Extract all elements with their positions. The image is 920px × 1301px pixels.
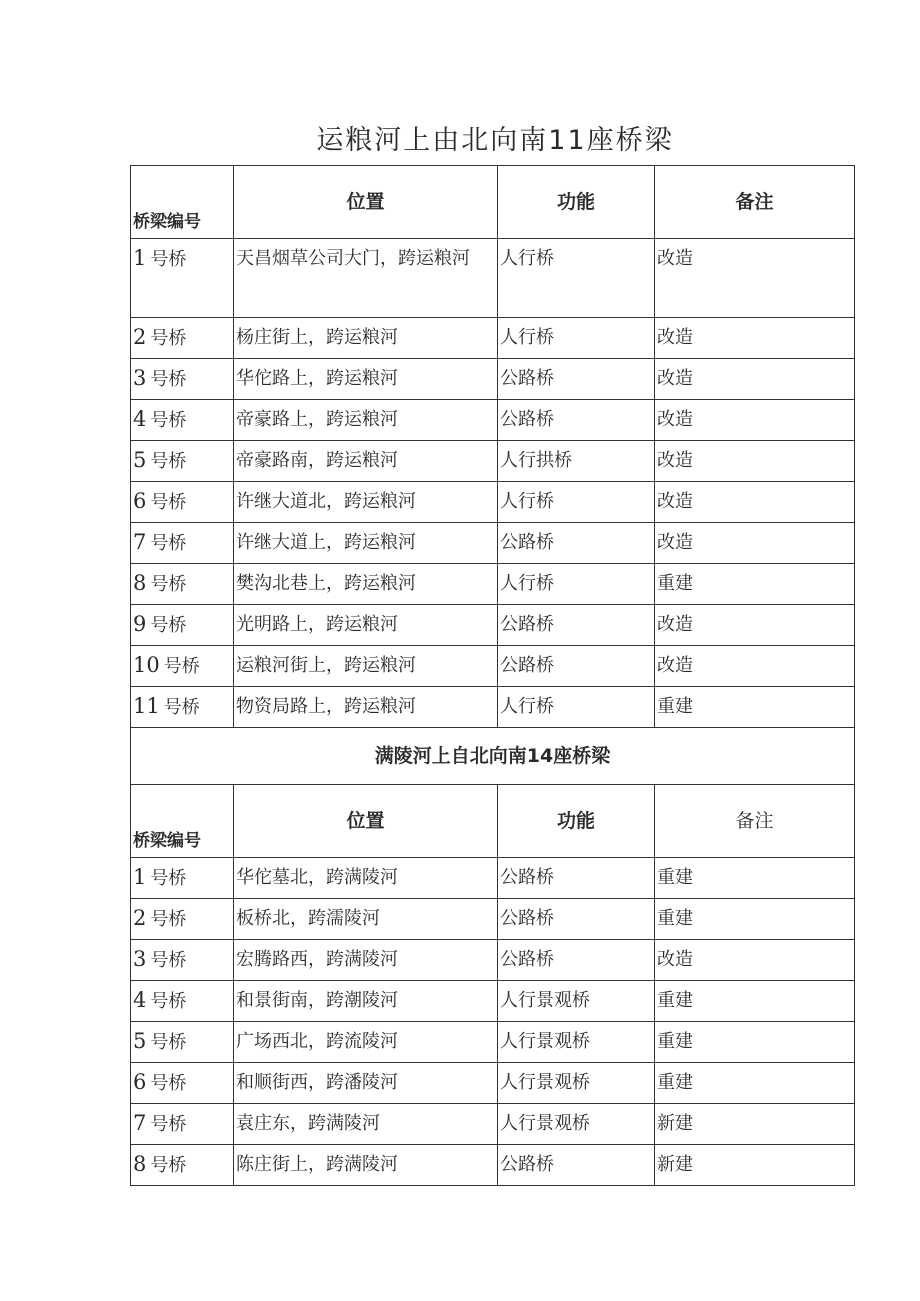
bridge-unit: 号桥: [150, 574, 187, 595]
note-cell: 重建: [655, 687, 855, 728]
bridge-id-cell: [131, 858, 234, 899]
table-header-row: [131, 166, 855, 239]
header-location: 位置: [234, 166, 498, 239]
function-cell: 公路桥: [498, 605, 655, 646]
function-cell: 人行桥: [498, 687, 655, 728]
function-cell: 人行桥: [498, 564, 655, 605]
bridge-unit: 号桥: [150, 991, 187, 1012]
note-cell: 改造: [655, 940, 855, 981]
header-note: 备注: [655, 785, 855, 858]
bridge-unit: 号桥: [163, 697, 200, 718]
bridge-number: 6: [133, 1070, 147, 1094]
bridge-unit: 号桥: [150, 533, 187, 554]
note-cell: 新建: [655, 1104, 855, 1145]
note-cell: 重建: [655, 564, 855, 605]
location-cell: 物资局路上，跨运粮河: [234, 687, 498, 728]
table-row: [131, 239, 855, 318]
header-bridge-id: 桥梁编号: [131, 166, 234, 239]
table-row: [131, 1022, 855, 1063]
location-cell: 板桥北，跨濡陵河: [234, 899, 498, 940]
function-cell: 人行景观桥: [498, 1022, 655, 1063]
note-cell: 改造: [655, 605, 855, 646]
bridge-number: 3: [133, 366, 147, 390]
bridge-number: 3: [133, 947, 147, 971]
note-cell: 改造: [655, 646, 855, 687]
function-cell: 公路桥: [498, 940, 655, 981]
bridge-unit: 号桥: [150, 1114, 187, 1135]
note-cell: 改造: [655, 482, 855, 523]
header-bridge-id: 桥梁编号: [131, 785, 234, 858]
function-cell: 人行拱桥: [498, 441, 655, 482]
table-row: [131, 899, 855, 940]
bridge-unit: 号桥: [163, 656, 200, 677]
table-row: [131, 940, 855, 981]
table-row: [131, 441, 855, 482]
function-cell: 公路桥: [498, 899, 655, 940]
note-cell: 改造: [655, 523, 855, 564]
function-cell: 人行景观桥: [498, 1104, 655, 1145]
function-cell: 公路桥: [498, 523, 655, 564]
location-cell: 陈庄街上，跨满陵河: [234, 1145, 498, 1186]
note-cell: 改造: [655, 441, 855, 482]
bridge-number: 8: [133, 1152, 147, 1176]
header-note: 备注: [655, 166, 855, 239]
bridge-number: 2: [133, 325, 147, 349]
location-cell: 帝豪路上，跨运粮河: [234, 400, 498, 441]
function-cell: 公路桥: [498, 858, 655, 899]
note-cell: 改造: [655, 400, 855, 441]
section-heading-row: [131, 728, 855, 785]
location-cell: 许继大道北，跨运粮河: [234, 482, 498, 523]
bridge-id-cell: [131, 940, 234, 981]
bridge-id-cell: [131, 441, 234, 482]
function-cell: 公路桥: [498, 400, 655, 441]
table-row: [131, 1104, 855, 1145]
bridge-number: 4: [133, 988, 147, 1012]
function-cell: 公路桥: [498, 646, 655, 687]
bridge-unit: 号桥: [150, 249, 187, 270]
note-cell: 改造: [655, 239, 855, 318]
note-cell: 改造: [655, 359, 855, 400]
table-row: [131, 687, 855, 728]
location-cell: 袁庄东，跨满陵河: [234, 1104, 498, 1145]
bridge-id-cell: [131, 646, 234, 687]
bridge-number: 11: [133, 694, 160, 718]
bridge-unit: 号桥: [150, 492, 187, 513]
bridge-id-cell: [131, 400, 234, 441]
bridge-number: 7: [133, 1111, 147, 1135]
note-cell: 改造: [655, 318, 855, 359]
bridge-id-cell: [131, 1063, 234, 1104]
location-cell: 帝豪路南，跨运粮河: [234, 441, 498, 482]
table-row: [131, 400, 855, 441]
location-cell: 广场西北，跨流陵河: [234, 1022, 498, 1063]
bridge-id-cell: [131, 564, 234, 605]
bridge-number: 7: [133, 530, 147, 554]
bridge-number: 4: [133, 407, 147, 431]
note-cell: 新建: [655, 1145, 855, 1186]
function-cell: 公路桥: [498, 1145, 655, 1186]
table-row: [131, 359, 855, 400]
bridge-unit: 号桥: [150, 451, 187, 472]
header-function: 功能: [498, 166, 655, 239]
location-cell: 和景街南，跨潮陵河: [234, 981, 498, 1022]
location-cell: 天昌烟草公司大门，跨运粮河: [234, 239, 498, 318]
bridge-number: 5: [133, 1029, 147, 1053]
bridge-id-cell: [131, 318, 234, 359]
bridge-id-cell: [131, 239, 234, 318]
table-row: [131, 605, 855, 646]
bridge-unit: 号桥: [150, 868, 187, 889]
function-cell: 人行景观桥: [498, 981, 655, 1022]
bridge-id-cell: [131, 482, 234, 523]
bridge-table: [130, 165, 855, 1186]
bridge-unit: 号桥: [150, 328, 187, 349]
page-title: 运粮河上由北向南11座桥梁: [316, 125, 674, 156]
table-row: [131, 858, 855, 899]
section-heading: 满陵河上自北向南14座桥梁: [131, 728, 855, 785]
table-row: [131, 318, 855, 359]
location-cell: 杨庄街上，跨运粮河: [234, 318, 498, 359]
bridge-unit: 号桥: [150, 950, 187, 971]
location-cell: 运粮河街上，跨运粮河: [234, 646, 498, 687]
table-header-row: [131, 785, 855, 858]
table-row: [131, 482, 855, 523]
location-cell: 光明路上，跨运粮河: [234, 605, 498, 646]
header-function: 功能: [498, 785, 655, 858]
table-row: [131, 1063, 855, 1104]
table-row: [131, 564, 855, 605]
bridge-id-cell: [131, 1104, 234, 1145]
location-cell: 宏腾路西，跨满陵河: [234, 940, 498, 981]
bridge-number: 2: [133, 906, 147, 930]
bridge-id-cell: [131, 981, 234, 1022]
note-cell: 重建: [655, 858, 855, 899]
bridge-number: 1: [133, 246, 147, 270]
bridge-unit: 号桥: [150, 369, 187, 390]
function-cell: 人行桥: [498, 482, 655, 523]
location-cell: 华佗路上，跨运粮河: [234, 359, 498, 400]
bridge-id-cell: [131, 1022, 234, 1063]
table-row: [131, 981, 855, 1022]
note-cell: 重建: [655, 1063, 855, 1104]
function-cell: 公路桥: [498, 359, 655, 400]
bridge-id-cell: [131, 523, 234, 564]
note-cell: 重建: [655, 899, 855, 940]
bridge-number: 5: [133, 448, 147, 472]
function-cell: 人行桥: [498, 318, 655, 359]
bridge-number: 9: [133, 612, 147, 636]
function-cell: 人行桥: [498, 239, 655, 318]
location-cell: 和顺街西，跨潘陵河: [234, 1063, 498, 1104]
table-row: [131, 646, 855, 687]
bridge-number: 10: [133, 653, 160, 677]
note-cell: 重建: [655, 1022, 855, 1063]
location-cell: 许继大道上，跨运粮河: [234, 523, 498, 564]
bridge-id-cell: [131, 359, 234, 400]
bridge-number: 1: [133, 865, 147, 889]
bridge-id-cell: [131, 1145, 234, 1186]
bridge-unit: 号桥: [150, 410, 187, 431]
bridge-number: 6: [133, 489, 147, 513]
bridge-number: 8: [133, 571, 147, 595]
bridge-id-cell: [131, 687, 234, 728]
location-cell: 华佗墓北，跨满陵河: [234, 858, 498, 899]
function-cell: 人行景观桥: [498, 1063, 655, 1104]
bridge-unit: 号桥: [150, 1155, 187, 1176]
table-row: [131, 523, 855, 564]
header-location: 位置: [234, 785, 498, 858]
bridge-unit: 号桥: [150, 909, 187, 930]
bridge-id-cell: [131, 899, 234, 940]
table-row: [131, 1145, 855, 1186]
bridge-unit: 号桥: [150, 1073, 187, 1094]
bridge-unit: 号桥: [150, 615, 187, 636]
bridge-id-cell: [131, 605, 234, 646]
note-cell: 重建: [655, 981, 855, 1022]
location-cell: 樊沟北巷上，跨运粮河: [234, 564, 498, 605]
bridge-unit: 号桥: [150, 1032, 187, 1053]
